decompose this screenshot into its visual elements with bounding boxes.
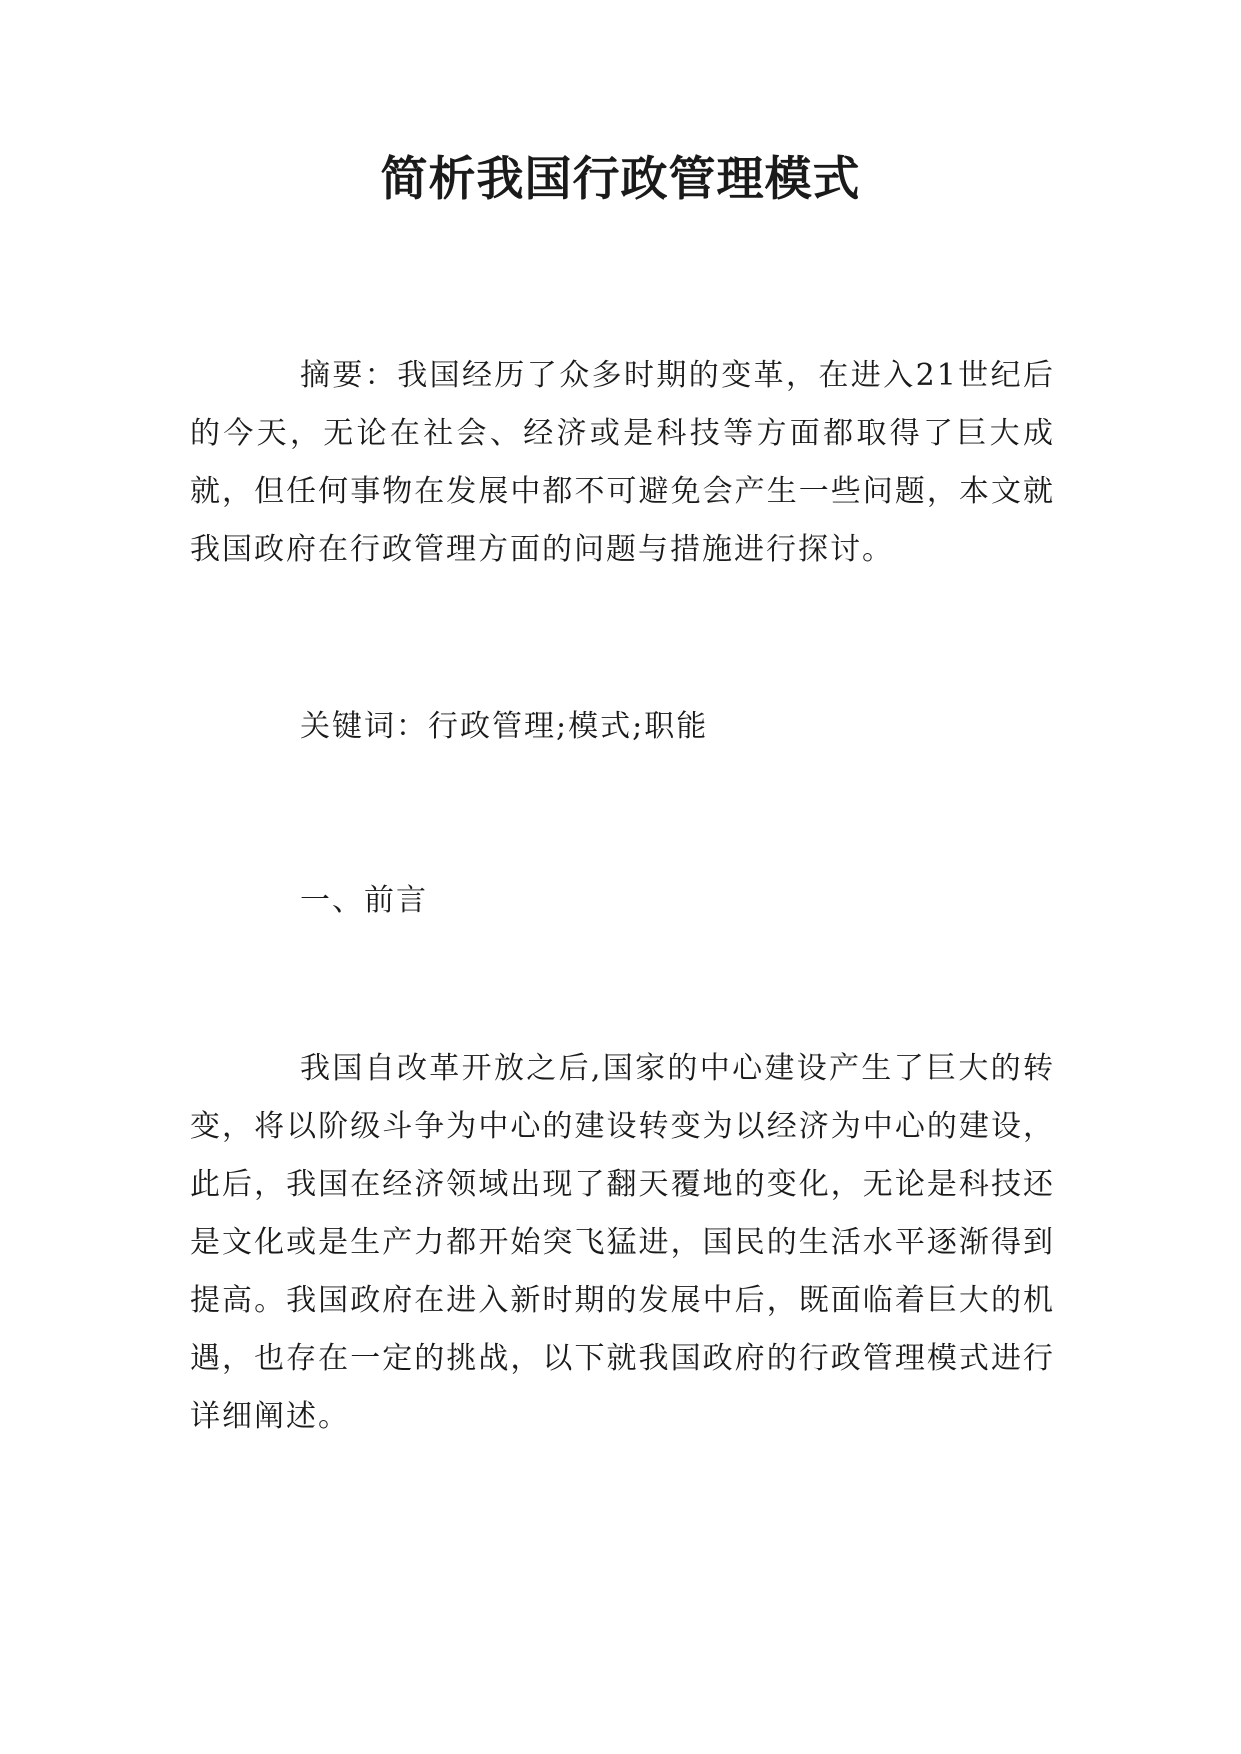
abstract-paragraph: 摘要：我国经历了众多时期的变革，在进入21世纪后的今天，无论在社会、经济或是科技等方面都取得了巨大成就，但任何事物在发展中都不可避免会产生一些问题，本文就我国政府在行政管理方面的问题与措施进行探讨。	[190, 358, 1055, 567]
body-paragraph: 我国自改革开放之后,国家的中心建设产生了巨大的转变，将以阶级斗争为中心的建设转变为以经济为中心的建设，此后，我国在经济领域出现了翻天覆地的变化，无论是科技还是文化或是生产力都开始突飞猛进，国民的生活水平逐渐得到提高。我国政府在进入新时期的发展中后，既面临着巨大的机遇，也存在一定的挑战，以下就我国政府的行政管理模式进行详细阐述。	[190, 1051, 1055, 1434]
section-heading: 一、前言	[300, 883, 428, 918]
keywords-line: 关键词：行政管理;模式;职能	[300, 709, 709, 744]
document-title: 简析我国行政管理模式	[380, 152, 861, 207]
